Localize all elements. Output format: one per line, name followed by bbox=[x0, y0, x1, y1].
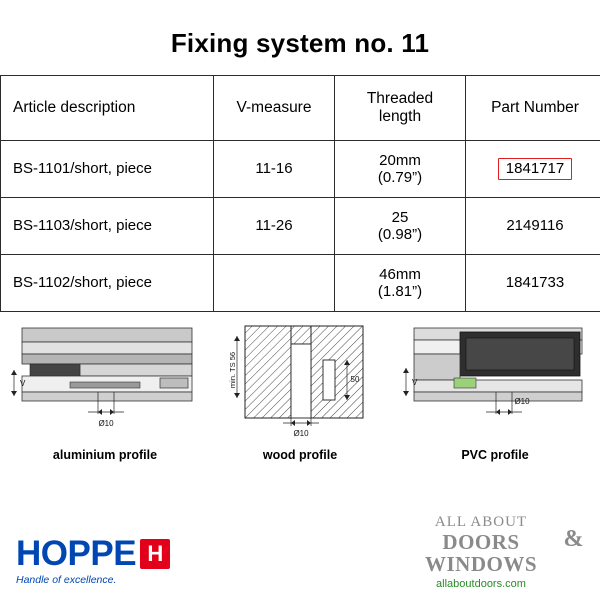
svg-text:V: V bbox=[20, 379, 26, 388]
diagram-caption-aluminium: aluminium profile bbox=[52, 448, 158, 462]
threaded-length-inches: (0.79”) bbox=[377, 169, 423, 186]
hoppe-logo bbox=[16, 536, 206, 586]
aad-line2: DOORS bbox=[442, 529, 520, 554]
cell-v-measure: 11-16 bbox=[214, 141, 335, 198]
svg-text:Ø10: Ø10 bbox=[293, 429, 309, 438]
all-about-doors-logo bbox=[376, 515, 586, 590]
cell-part-number: 2149116 bbox=[466, 198, 600, 255]
cell-v-measure: 11-26 bbox=[214, 198, 335, 255]
hoppe-wordmark bbox=[16, 536, 206, 571]
threaded-length-value: 46mm bbox=[379, 265, 421, 283]
aad-line1: ALL ABOUT bbox=[434, 514, 528, 531]
column-header-threaded-length bbox=[335, 76, 466, 141]
cell-article-description: BS-1102/short, piece bbox=[1, 255, 214, 312]
column-header-threaded-line2: length bbox=[378, 108, 422, 125]
hoppe-tagline: Handle of excellence. bbox=[16, 574, 117, 586]
hoppe-badge-icon: H bbox=[140, 539, 170, 569]
cell-part-number bbox=[466, 141, 600, 198]
table-row bbox=[1, 198, 600, 255]
column-header-v-measure: V-measure bbox=[214, 76, 335, 141]
aad-url[interactable]: allaboutdoors.com bbox=[436, 578, 526, 590]
svg-text:Ø10: Ø10 bbox=[98, 419, 114, 428]
wood-profile-drawing bbox=[205, 322, 395, 442]
column-header-article-description: Article description bbox=[1, 76, 214, 141]
diagram-caption-pvc: PVC profile bbox=[461, 448, 529, 462]
cell-part-number: 1841733 bbox=[466, 255, 600, 312]
column-header-part-number: Part Number bbox=[466, 76, 600, 141]
cell-v-measure bbox=[214, 255, 335, 312]
cell-threaded-length bbox=[335, 141, 466, 198]
cell-threaded-length bbox=[335, 198, 466, 255]
table-row bbox=[1, 141, 600, 198]
table-header-row bbox=[1, 76, 600, 141]
threaded-length-inches: (0.98”) bbox=[377, 226, 423, 243]
table-row bbox=[1, 255, 600, 312]
diagram-aluminium-profile bbox=[10, 322, 200, 462]
part-number-highlight: 1841717 bbox=[498, 158, 572, 179]
diagram-caption-wood: wood profile bbox=[262, 448, 338, 462]
aad-ampersand: & bbox=[563, 525, 584, 552]
footer bbox=[0, 500, 600, 600]
column-header-threaded-line1: Threaded bbox=[366, 90, 434, 108]
fixing-system-table bbox=[0, 75, 600, 312]
svg-text:Ø10: Ø10 bbox=[514, 397, 530, 406]
aad-line2-wrapper bbox=[376, 525, 586, 554]
cell-threaded-length bbox=[335, 255, 466, 312]
hoppe-name: HOPPE bbox=[16, 534, 137, 573]
aluminium-profile-drawing bbox=[10, 322, 200, 442]
svg-text:50: 50 bbox=[350, 375, 360, 384]
diagram-wood-profile bbox=[205, 322, 395, 462]
svg-text:min. TS 56: min. TS 56 bbox=[228, 351, 237, 389]
diagram-pvc-profile bbox=[400, 322, 590, 462]
page-title: Fixing system no. 11 bbox=[170, 28, 430, 58]
threaded-length-inches: (1.81”) bbox=[377, 283, 423, 300]
threaded-length-value: 25 bbox=[391, 208, 409, 226]
cell-article-description: BS-1101/short, piece bbox=[1, 141, 214, 198]
profile-diagrams bbox=[10, 322, 590, 462]
aad-line3: WINDOWS bbox=[424, 551, 538, 576]
cell-article-description: BS-1103/short, piece bbox=[1, 198, 214, 255]
threaded-length-value: 20mm bbox=[379, 151, 421, 169]
pvc-profile-drawing bbox=[400, 322, 590, 442]
svg-text:V: V bbox=[412, 378, 418, 387]
